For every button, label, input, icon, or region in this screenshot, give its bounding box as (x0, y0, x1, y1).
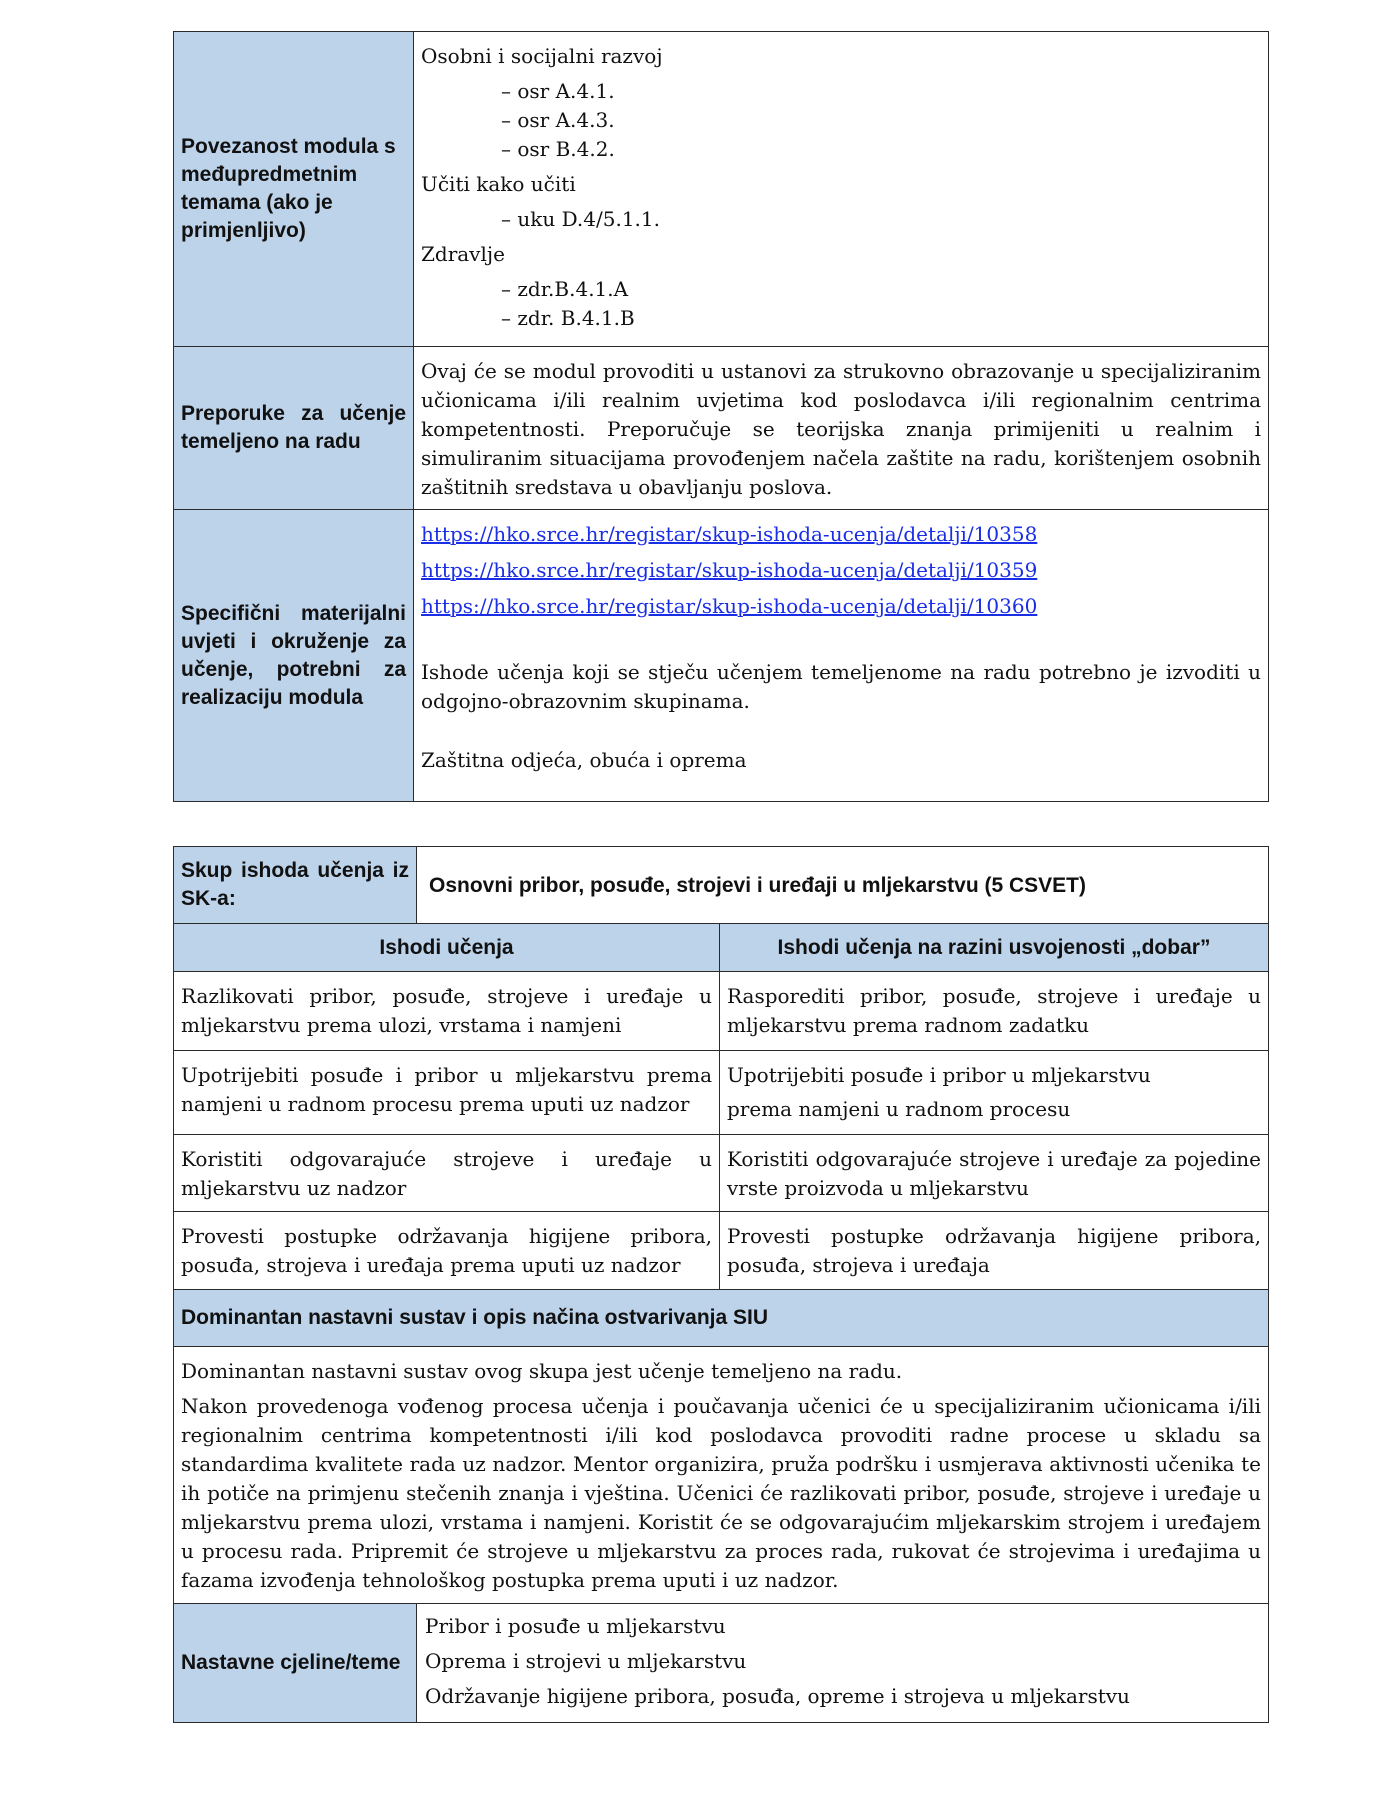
skup-title: Osnovni pribor, posuđe, strojevi i uređaji u mljekarstvu (5 CSVET) (417, 847, 1269, 924)
table-row (174, 32, 1269, 347)
theme-item: Pribor i posuđe u mljekarstvu (425, 1614, 726, 1638)
outcome-good-cell: Provesti postupke održavanja higijene pribora, posuđa, strojeva i uređaja (720, 1212, 1269, 1290)
theme-item: Oprema i strojevi u mljekarstvu (425, 1649, 747, 1673)
table-row (174, 347, 1269, 510)
table-row (174, 510, 1269, 802)
outcome-good-line: Upotrijebiti posuđe i pribor u mljekarstvu (727, 1063, 1151, 1087)
row-label: Specifični materijalni uvjeti i okruženje za učenje, potrebni za realizaciju modula (174, 510, 414, 802)
registry-link[interactable]: https://hko.srce.hr/registar/skup-ishoda-ucenja/detalji/10359 (421, 558, 1038, 582)
outcome-good-cell: Koristiti odgovarajuće strojeve i uređaje za pojedine vrste proizvoda u mljekarstvu (720, 1135, 1269, 1212)
dominant-paragraph: Nakon provedenoga vođenog procesa učenja i poučavanja učenici će u specijaliziranim učionicama i/ili regionalnim centrima kompetentnosti i/ili kod poslodavca provoditi radne procese u skladu sa standardima kvalitete rada uz nadzor. Mentor organizira, pruža podršku i usmjerava aktivnosti učenika te ih potiče na primjenu stečenih znanja i vještina. Učenici će razlikovati pribor, posuđe, strojeve i uređaje u mljekarstvu prema ulozi, vrstama i namjeni. Koristit će se odgovarajućim mljekarskim strojem i uređajem u procesu rada. Pripremit će strojeve u mljekarstvu za proces rada, rukovat će strojevima i uređajima u fazama izvođenja tehnološkog postupka prema uputi i uz nadzor. (181, 1394, 1261, 1592)
material-conditions (414, 510, 1269, 802)
col2-header: Ishodi učenja na razini usvojenosti „dobar” (720, 924, 1269, 972)
table-row (174, 1212, 1269, 1290)
topic-item: – zdr.B.4.1.A (501, 277, 629, 301)
table-row (174, 1604, 1269, 1723)
module-info-table (173, 31, 1269, 802)
table-row (174, 924, 1269, 972)
table-row (174, 1051, 1269, 1135)
table-row (174, 847, 1269, 924)
outcome-cell: Koristiti odgovarajuće strojeve i uređaje u mljekarstvu uz nadzor (174, 1135, 720, 1212)
skup-label: Skup ishoda učenja iz SK-a: (174, 847, 417, 924)
conditions-paragraph: Ishode učenja koji se stječu učenjem temeljenome na radu potrebno je izvoditi u odgojno-obrazovnim skupinama. (421, 660, 1261, 713)
col1-header: Ishodi učenja (174, 924, 720, 972)
dominant-paragraph: Dominantan nastavni sustav ovog skupa jest učenje temeljeno na radu. (181, 1359, 903, 1383)
outcome-cell: Razlikovati pribor, posuđe, strojeve i uređaje u mljekarstvu prema ulozi, vrstama i namjeni (174, 972, 720, 1051)
table-row (174, 1347, 1269, 1604)
conditions-closing: Zaštitna odjeća, obuća i oprema (421, 748, 747, 772)
theme-item: Održavanje higijene pribora, posuđa, opreme i strojeva u mljekarstvu (425, 1684, 1130, 1708)
table-row (174, 972, 1269, 1051)
outcome-good-line: prema namjeni u radnom procesu (727, 1097, 1071, 1121)
outcome-good-cell (720, 1051, 1269, 1135)
topic-item: – uku D.4/5.1.1. (501, 207, 660, 231)
dominant-description (174, 1347, 1269, 1604)
topic-item: – osr B.4.2. (501, 137, 615, 161)
topic-group-title: Učiti kako učiti (421, 172, 576, 196)
learning-outcomes-table (173, 846, 1269, 1723)
themes-list (417, 1604, 1269, 1723)
row-label: Povezanost modula s međupredmetnim temama (ako je primjenljivo) (174, 32, 414, 347)
cross-curricular-topics (414, 32, 1269, 347)
table-row (174, 1290, 1269, 1347)
registry-link[interactable]: https://hko.srce.hr/registar/skup-ishoda-ucenja/detalji/10360 (421, 594, 1038, 618)
dominant-header: Dominantan nastavni sustav i opis načina ostvarivanja SIU (174, 1290, 1269, 1347)
row-label: Preporuke za učenje temeljeno na radu (174, 347, 414, 510)
work-based-learning-text: Ovaj će se modul provoditi u ustanovi za strukovno obrazovanje u specijaliziranim učionicama i/ili realnim uvjetima kod poslodavca i/ili regionalnim centrima kompetentnosti. Preporučuje se teorijska znanja primijeniti u realnim i simuliranim situacijama provođenjem načela zaštite na radu, korištenjem osobnih zaštitnih sredstava u obavljanju poslova. (414, 347, 1269, 510)
topic-group-title: Osobni i socijalni razvoj (421, 44, 663, 68)
outcome-cell: Provesti postupke održavanja higijene pribora, posuđa, strojeva i uređaja prema uputi uz nadzor (174, 1212, 720, 1290)
outcome-good-cell: Rasporediti pribor, posuđe, strojeve i uređaje u mljekarstvu prema radnom zadatku (720, 972, 1269, 1051)
topic-group-title: Zdravlje (421, 242, 505, 266)
registry-link[interactable]: https://hko.srce.hr/registar/skup-ishoda-ucenja/detalji/10358 (421, 522, 1038, 546)
themes-label: Nastavne cjeline/teme (174, 1604, 417, 1723)
table-row (174, 1135, 1269, 1212)
topic-item: – zdr. B.4.1.B (501, 306, 635, 330)
topic-item: – osr A.4.1. (501, 79, 615, 103)
outcome-cell: Upotrijebiti posuđe i pribor u mljekarstvu prema namjeni u radnom procesu prema uputi uz nadzor (174, 1051, 720, 1135)
topic-item: – osr A.4.3. (501, 108, 615, 132)
